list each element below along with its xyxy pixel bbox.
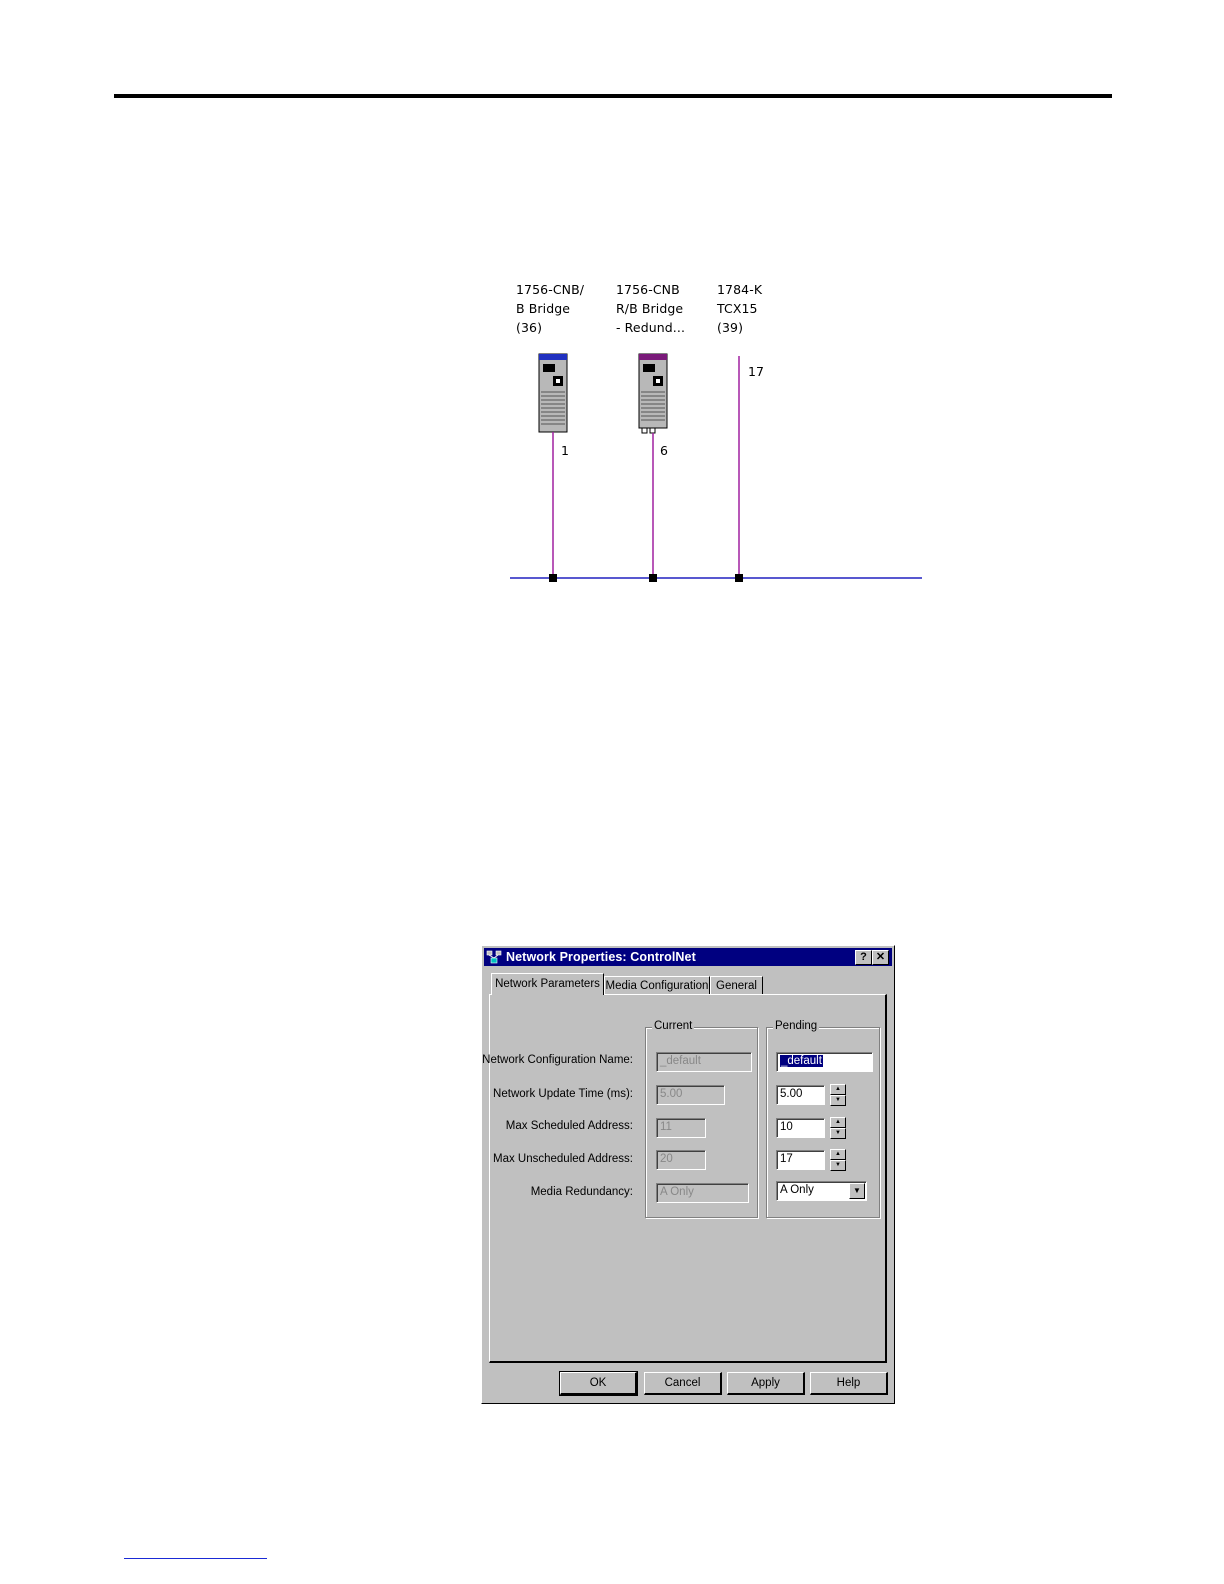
pending-name-selected-text: _default	[781, 1055, 822, 1067]
spin-down-icon[interactable]: ▼	[830, 1160, 846, 1171]
current-max-unscheduled-address: 20	[656, 1150, 706, 1170]
node-number-17: 17	[748, 364, 764, 379]
tap-node-17	[735, 574, 743, 582]
cnb-module-icon[interactable]	[539, 354, 567, 432]
tab-general[interactable]: General	[710, 976, 763, 995]
dialog-title: Network Properties: ControlNet	[506, 950, 696, 964]
ok-button[interactable]: OK	[560, 1372, 637, 1395]
apply-button[interactable]: Apply	[727, 1372, 805, 1395]
device-label-cnb[interactable]: 1756-CNB/ B Bridge (36)	[516, 282, 585, 335]
dialog-titlebar[interactable]	[484, 948, 892, 966]
tap-node-1	[549, 574, 557, 582]
pending-max-scheduled-address-input[interactable]: 10	[776, 1118, 825, 1138]
network-diagram	[500, 270, 940, 600]
tab-media-configuration[interactable]: Media Configuration	[604, 976, 710, 995]
device-label-cnbr[interactable]: 1756-CNB R/B Bridge - Redund...	[616, 282, 686, 335]
network-update-time-spinner[interactable]	[830, 1084, 846, 1106]
spin-down-icon[interactable]: ▼	[830, 1128, 846, 1139]
network-update-time-label: Network Update Time (ms):	[493, 1088, 633, 1100]
footer-link-rule	[124, 1558, 267, 1559]
close-icon[interactable]: ✕	[872, 950, 889, 965]
chevron-down-icon[interactable]: ▼	[849, 1183, 865, 1199]
spin-up-icon[interactable]: ▲	[830, 1084, 846, 1095]
current-network-configuration-name: _default	[656, 1052, 752, 1072]
pending-network-update-time-input[interactable]: 5.00	[776, 1085, 825, 1105]
current-network-update-time: 5.00	[656, 1085, 725, 1105]
tab-network-parameters[interactable]: Network Parameters	[491, 973, 604, 995]
help-title-button[interactable]: ?	[855, 950, 872, 965]
pending-max-unscheduled-address-input[interactable]: 17	[776, 1150, 825, 1170]
network-properties-dialog	[481, 945, 895, 1404]
help-button[interactable]: Help	[810, 1372, 888, 1395]
pending-group-title: Pending	[775, 1020, 818, 1032]
node-number-6: 6	[660, 443, 668, 458]
tap-node-6	[649, 574, 657, 582]
network-app-icon	[486, 950, 502, 964]
max-scheduled-address-label: Max Scheduled Address:	[505, 1120, 633, 1132]
spin-down-icon[interactable]: ▼	[830, 1095, 846, 1106]
current-group-title: Current	[654, 1020, 693, 1032]
max-unscheduled-address-spinner[interactable]	[830, 1149, 846, 1171]
current-media-redundancy: A Only	[656, 1183, 749, 1203]
network-parameters-panel	[482, 994, 887, 1363]
cnbr-module-icon[interactable]	[639, 354, 667, 433]
node-number-1: 1	[561, 443, 569, 458]
media-redundancy-label: Media Redundancy:	[530, 1186, 633, 1198]
network-configuration-name-label: Network Configuration Name:	[482, 1054, 633, 1066]
header-rule	[114, 94, 1112, 98]
current-max-scheduled-address: 11	[656, 1118, 706, 1138]
spin-up-icon[interactable]: ▲	[830, 1149, 846, 1160]
max-unscheduled-address-label: Max Unscheduled Address:	[493, 1153, 633, 1165]
device-label-ktcx[interactable]: 1784-K TCX15 (39)	[717, 282, 763, 335]
pending-media-redundancy-select[interactable]	[776, 1181, 867, 1201]
max-scheduled-address-spinner[interactable]	[830, 1117, 846, 1139]
spin-up-icon[interactable]: ▲	[830, 1117, 846, 1128]
pending-media-redundancy-value: A Only	[780, 1184, 814, 1196]
cancel-button[interactable]: Cancel	[644, 1372, 722, 1395]
pending-network-configuration-name-input[interactable]	[776, 1052, 873, 1072]
